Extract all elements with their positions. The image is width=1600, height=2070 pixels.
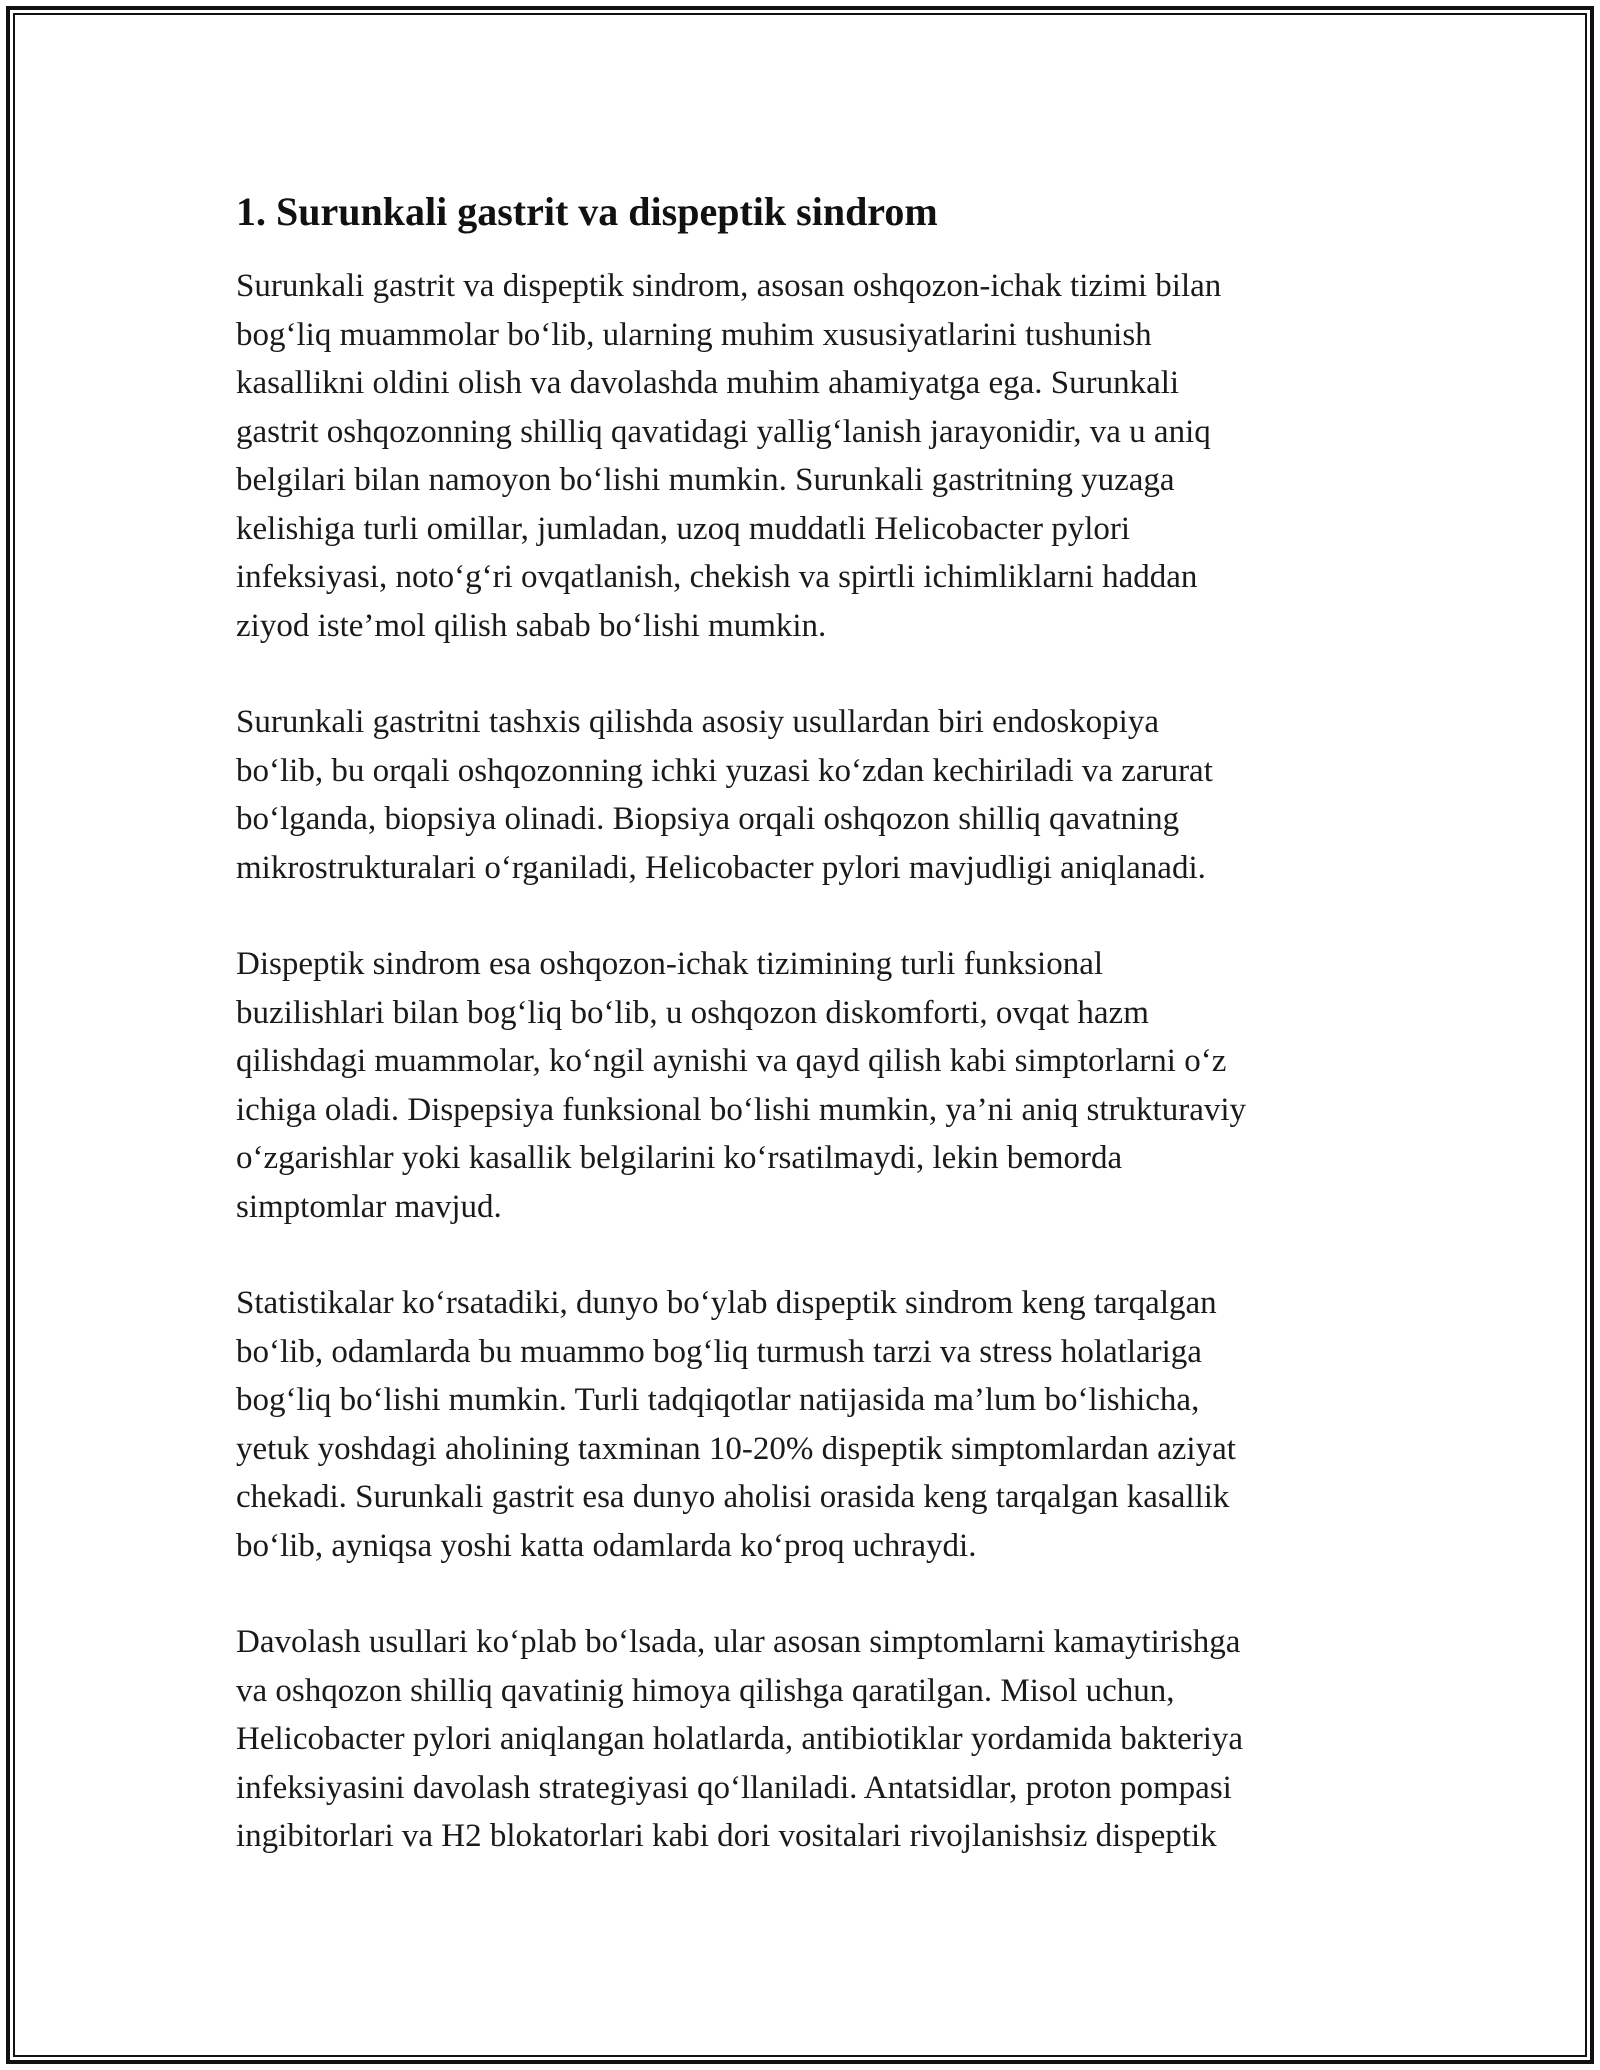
text-line: bog‘liq muammolar bo‘lib, ularning muhim xususiyatlarini tushunish [236,316,1152,353]
text-line: yetuk yoshdagi aholining taxminan 10-20% dispeptik simptomlardan aziyat [236,1430,1236,1467]
text-line: buzilishlari bilan bog‘liq bo‘lib, u oshqozon diskomforti, ovqat hazm [236,994,1149,1031]
document-body [236,180,1376,1909]
text-line: Surunkali gastritni tashxis qilishda asosiy usullardan biri endoskopiya [236,704,1159,740]
paragraph-statistics [236,1279,1376,1570]
text-line: Davolash usullari ko‘plab bo‘lsada, ular asosan simptomlarni kamaytirishga [236,1624,1241,1660]
text-line: infeksiyasi, noto‘g‘ri ovqatlanish, chekish va spirtli ichimliklarni haddan [236,559,1198,595]
paragraph-diagnosis [236,698,1376,892]
paragraph-dyspepsia [236,940,1376,1231]
text-line: kasallikni oldini olish va davolashda muhim ahamiyatga ega. Surunkali [236,365,1180,401]
text-line: ziyod iste’mol qilish sabab bo‘lishi mumkin. [236,607,827,644]
text-line: ingibitorlari va H2 blokatorlari kabi dori vositalari rivojlanishsiz dispeptik [236,1818,1217,1854]
text-line: bo‘lib, odamlarda bu muammo bog‘liq turmush tarzi va stress holatlariga [236,1333,1202,1370]
text-line: bo‘lib, ayniqsa yoshi katta odamlarda ko‘proq uchraydi. [236,1527,977,1564]
text-line: qilishdagi muammolar, ko‘ngil aynishi va qayd qilish kabi simptorlarni o‘z [236,1043,1227,1079]
text-line: chekadi. Surunkali gastrit esa dunyo aholisi orasida keng tarqalgan kasallik [236,1479,1230,1515]
text-line: Dispeptik sindrom esa oshqozon-ichak tizimining turli funksional [236,946,1104,982]
text-line: mikrostrukturalari o‘rganiladi, Helicobacter pylori mavjudligi aniqlanadi. [236,849,1206,886]
text-line: bo‘lganda, biopsiya olinadi. Biopsiya orqali oshqozon shilliq qavatning [236,801,1180,837]
text-line: Surunkali gastrit va dispeptik sindrom, asosan oshqozon-ichak tizimi bilan [236,268,1222,304]
text-line: gastrit oshqozonning shilliq qavatidagi yallig‘lanish jarayonidir, va u aniq [236,413,1211,450]
text-line: va oshqozon shilliq qavatinig himoya qilishga qaratilgan. Misol uchun, [236,1672,1175,1709]
text-line: infeksiyasini davolash strategiyasi qo‘llaniladi. Antatsidlar, proton pompasi [236,1769,1232,1806]
paragraph-intro [236,262,1376,650]
section-heading: 1. Surunkali gastrit va dispeptik sindrom [236,189,938,234]
text-line: Helicobacter pylori aniqlangan holatlarda, antibiotiklar yordamida bakteriya [236,1721,1244,1757]
text-line: o‘zgarishlar yoki kasallik belgilarini ko‘rsatilmaydi, lekin bemorda [236,1140,1123,1176]
text-line: ichiga oladi. Dispepsiya funksional bo‘lishi mumkin, ya’ni aniq strukturaviy [236,1091,1247,1128]
text-line: bog‘liq bo‘lishi mumkin. Turli tadqiqotlar natijasida ma’lum bo‘lishicha, [236,1382,1200,1418]
paragraph-treatment [236,1618,1376,1861]
text-line: belgilari bilan namoyon bo‘lishi mumkin. Surunkali gastritning yuzaga [236,462,1175,498]
text-line: simptomlar mavjud. [236,1188,502,1225]
text-line: kelishiga turli omillar, jumladan, uzoq muddatli Helicobacter pylori [236,510,1131,547]
text-line: Statistikalar ko‘rsatadiki, dunyo bo‘ylab dispeptik sindrom keng tarqalgan [236,1285,1217,1321]
text-line: bo‘lib, bu orqali oshqozonning ichki yuzasi ko‘zdan kechiriladi va zarurat [236,752,1213,789]
